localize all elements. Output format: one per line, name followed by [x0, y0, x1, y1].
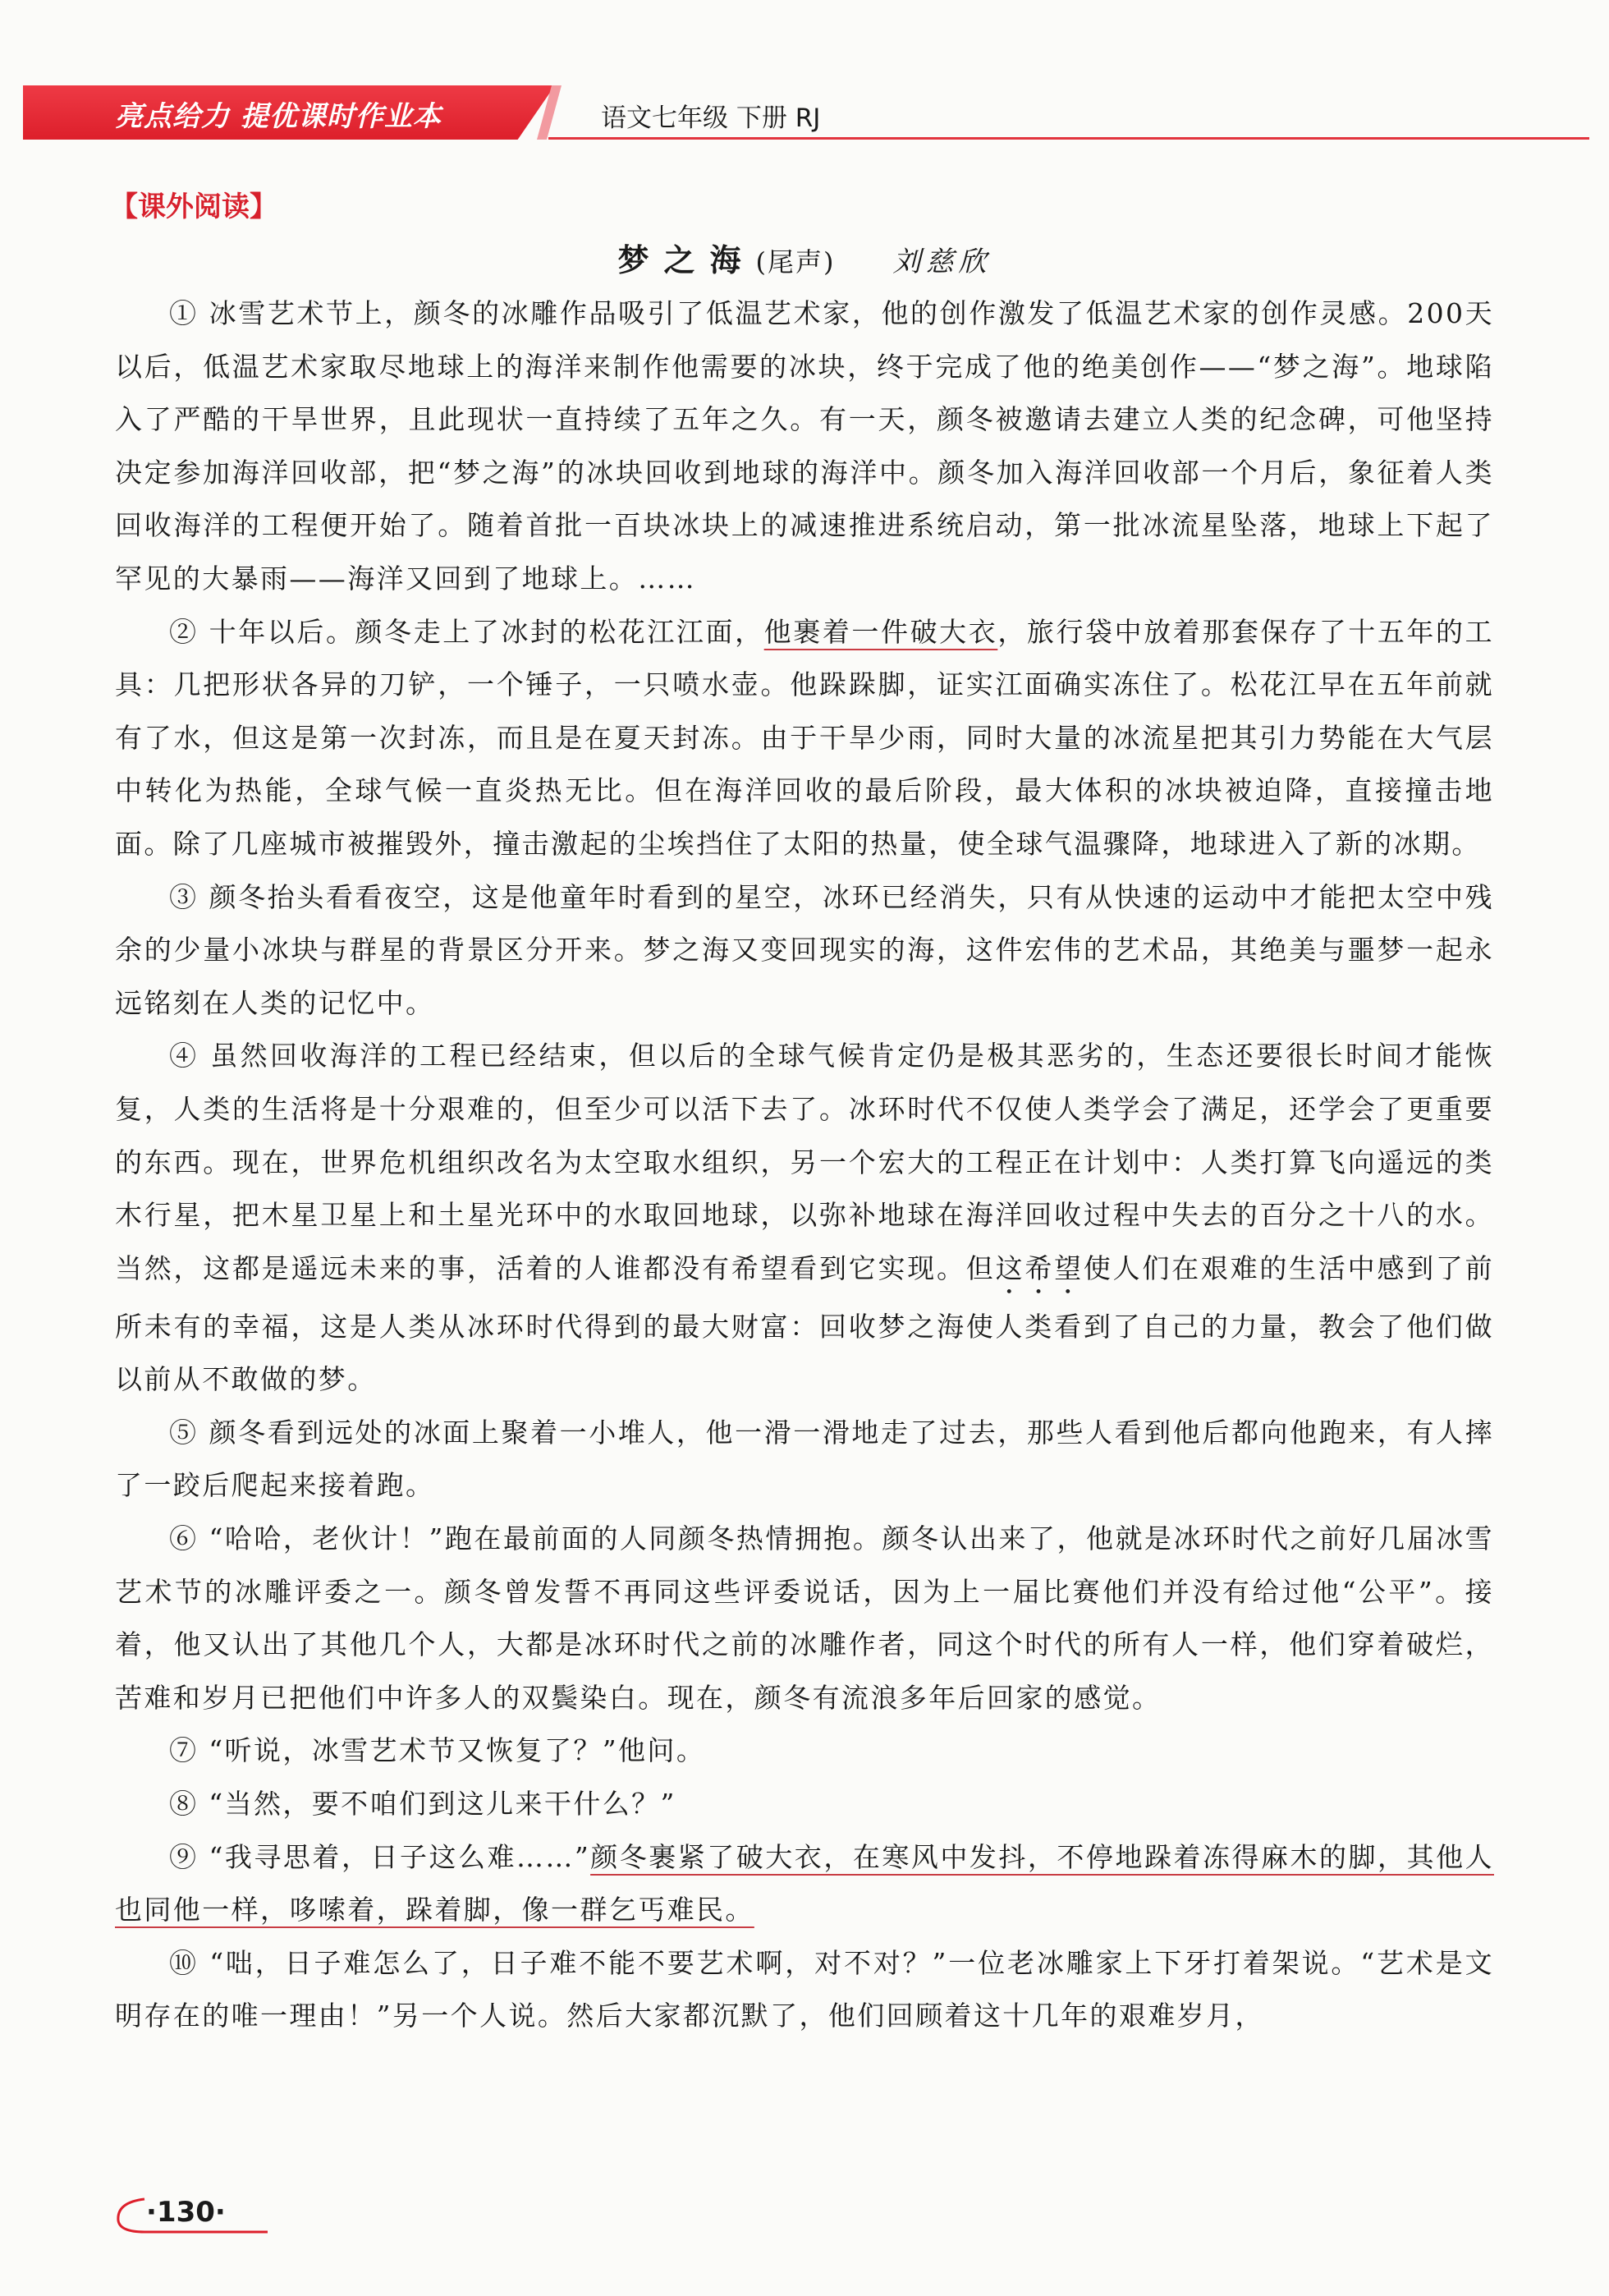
page-number: ·130· — [146, 2196, 226, 2229]
section-label: 【课外阅读】 — [110, 191, 277, 223]
paragraph-6: ⑥ “哈哈，老伙计！”跑在最前面的人同颜冬热情拥抱。颜冬认出来了，他就是冰环时代之前好几届冰雪艺术节的冰雕评委之一。颜冬曾发誓不再同这些评委说话，因为上一届比赛他们并没有给过他“公平”。接着，他又认出了其他几个人，大都是冰环时代之前的冰雕作者，同这个时代的所有人一样，他们穿着破烂，苦难和岁月已把他们中许多人的双鬓染白。现在，颜冬有流浪多年后回家的感觉。 — [115, 1522, 1494, 1714]
header-rule — [548, 137, 1589, 140]
paragraph-4-text-b: 使人们在艰难的生活中感到了前所未有的幸福，这是人类从冰环时代得到的最大财富：回收梦之海使人类看到了自己的力量，教会了他们做以前从不敢做的梦。 — [115, 1251, 1495, 1396]
paragraph-4-text-a: ④ 虽然回收海洋的工程已经结束，但以后的全球气候肯定仍是极其恶劣的，生态还要很长时间才能恢复，人类的生活将是十分艰难的，但至少可以活下去了。冰环时代不仅使人类学会了满足，还学会了更重要的东西。现在，世界危机组织改名为太空取水组织，另一个宏大的工程正在计划中：人类打算飞向遥远的类木行星，把木星卫星上和土星光环中的水取回地球，以弥补地球在海洋回收过程中失去的百分之十八的水。当然，这都是遥远未来的事，活着的人谁都没有希望看到它实现。但 — [115, 1040, 1494, 1284]
page-header — [23, 85, 1589, 146]
article-subtitle: (尾声) — [755, 246, 836, 278]
underlined-sentence: 他裹着一件破大衣 — [763, 615, 998, 648]
paragraph-10: ⑩ “咄，日子难怎么了，日子难不能不要艺术啊，对不对？”一位老冰雕家上下牙打着架说。“艺术是文明存在的唯一理由！”另一个人说。然后大家都沉默了，他们回顾着这十几年的艰难岁月， — [115, 1946, 1494, 2032]
brand-title: 亮点给力 提优课时作业本 — [115, 100, 442, 133]
paragraph-2 — [115, 606, 1494, 871]
paragraph-8: ⑧ “当然，要不咱们到这儿来干什么？” — [169, 1788, 676, 1821]
emphasized-phrase: 这希望 — [995, 1251, 1084, 1284]
paragraph-4 — [115, 1030, 1494, 1407]
article-title: 梦之海 — [617, 242, 756, 278]
article-title-row — [0, 235, 1609, 280]
article-body — [115, 287, 1494, 2043]
underlined-sentence: 颜冬裹紧了破大衣，在寒风中发抖，不停地跺着冻得麻木的脚，其他人也同他一样，哆嗦着，跺着脚，像一群乞丐难民。 — [115, 1840, 1494, 1926]
header-subtitle: 语文七年级 下册 RJ — [601, 103, 821, 133]
paragraph-2-text-b: ，旅行袋中放着那套保存了十五年的工具：几把形状各异的刀铲，一个锤子，一只喷水壶。他跺跺脚，证实江面确实冻住了。松花江早在五年前就有了水，但这是第一次封冻，而且是在夏天封冻。由于干旱少雨，同时大量的冰流星把其引力势能在大气层中转化为热能，全球气候一直炎热无比。但在海洋回收的最后阶段，最大体积的冰块被迫降，直接撞击地面。除了几座城市被摧毁外，撞击激起的尘埃挡住了太阳的热量，使全球气温骤降，地球进入了新的冰期。 — [115, 615, 1494, 860]
paragraph-5: ⑤ 颜冬看到远处的冰面上聚着一小堆人，他一滑一滑地走了过去，那些人看到他后都向他跑来，有人摔了一跤后爬起来接着跑。 — [115, 1416, 1494, 1502]
paragraph-9 — [115, 1831, 1494, 1937]
paragraph-9-text-a: ⑨ “我寻思着，日子这么难……” — [169, 1840, 591, 1873]
paragraph-2-text-a: ② 十年以后。颜冬走上了冰封的松花江江面， — [169, 615, 764, 648]
article-author: 刘慈欣 — [892, 246, 992, 278]
paragraph-1: ① 冰雪艺术节上，颜冬的冰雕作品吸引了低温艺术家，他的创作激发了低温艺术家的创作灵感。200天以后，低温艺术家取尽地球上的海洋来制作他需要的冰块，终于完成了他的绝美创作——“梦之海”。地球陷入了严酷的干旱世界，且此现状一直持续了五年之久。有一天，颜冬被邀请去建立人类的纪念碑，可他坚持决定参加海洋回收部，把“梦之海”的冰块回收到地球的海洋中。颜冬加入海洋回收部一个月后，象征着人类回收海洋的工程便开始了。随着首批一百块冰块上的减速推进系统启动，第一批冰流星坠落，地球上下起了罕见的大暴雨——海洋又回到了地球上。…… — [115, 297, 1494, 595]
paragraph-3: ③ 颜冬抬头看看夜空，这是他童年时看到的星空，冰环已经消失，只有从快速的运动中才能把太空中残余的少量小冰块与群星的背景区分开来。梦之海又变回现实的海，这件宏伟的艺术品，其绝美与噩梦一起永远铭刻在人类的记忆中。 — [115, 880, 1494, 1019]
paragraph-7: ⑦ “听说，冰雪艺术节又恢复了？”他问。 — [169, 1734, 706, 1767]
